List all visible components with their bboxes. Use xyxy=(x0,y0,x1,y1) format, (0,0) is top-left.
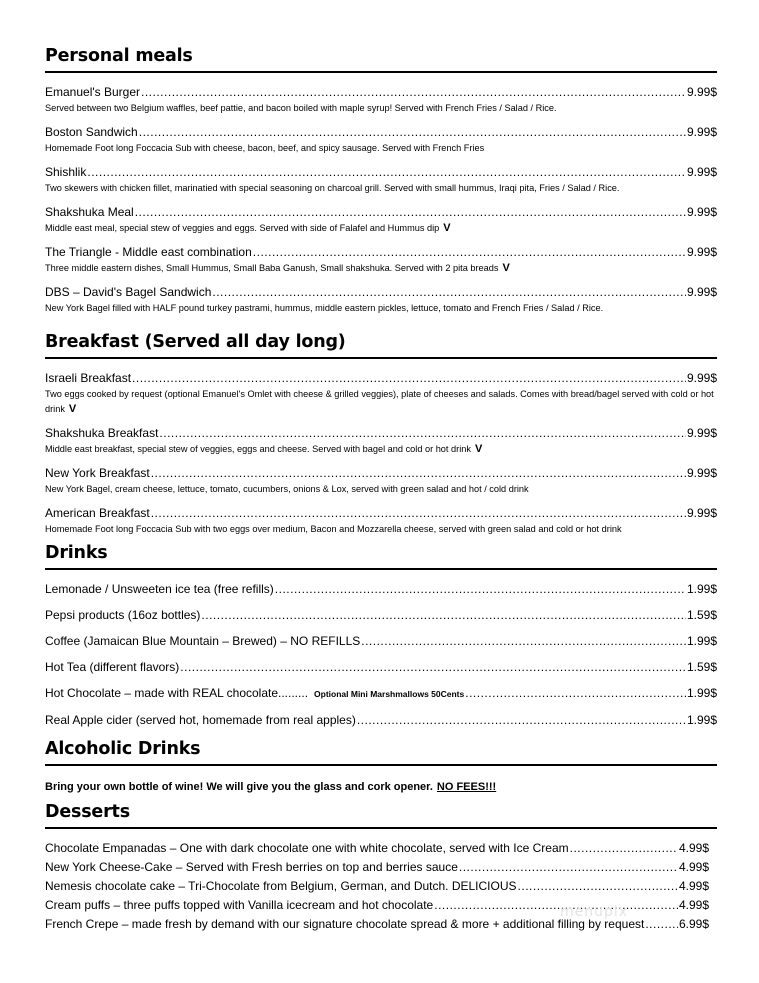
item-description xyxy=(45,221,717,236)
menu-item xyxy=(45,582,717,596)
menu-item xyxy=(45,466,717,497)
item-description xyxy=(45,181,717,196)
item-line xyxy=(45,285,717,299)
item-line xyxy=(45,686,717,701)
item-line xyxy=(45,634,717,648)
section-title: Alcoholic Drinks xyxy=(45,739,717,766)
item-price: 9.99$ xyxy=(686,245,717,259)
section-title: Personal meals xyxy=(45,46,717,73)
item-name: Lemonade / Unsweeten ice tea (free refills) xyxy=(45,582,274,596)
section-personal-meals xyxy=(45,46,717,316)
item-name: New York Breakfast xyxy=(45,466,150,480)
watermark-text: menupix xyxy=(560,904,629,920)
item-name: Nemesis chocolate cake – Tri-Chocolate from Belgium, German, and Dutch. DELICIOUS xyxy=(45,879,517,893)
section-alcoholic-drinks xyxy=(45,739,717,794)
menu-item xyxy=(45,165,717,196)
dot-leader xyxy=(459,860,678,874)
item-line xyxy=(45,713,717,727)
menu-item xyxy=(45,205,717,236)
item-name: Real Apple cider (served hot, homemade from real apples) xyxy=(45,713,356,727)
description-text: New York Bagel, cream cheese, lettuce, tomato, cucumbers, onions & Lox, served with green salad and hot / cold drink xyxy=(45,484,529,494)
item-name: Israeli Breakfast xyxy=(45,371,132,385)
item-description xyxy=(45,301,717,316)
item-price: 1.99$ xyxy=(686,686,717,700)
menu-item xyxy=(45,506,717,537)
menu-item xyxy=(45,660,717,674)
item-price: 1.59$ xyxy=(686,608,717,622)
dot-leader xyxy=(570,841,678,855)
drinks-items-list xyxy=(45,582,717,727)
item-price: 4.99$ xyxy=(678,879,709,893)
item-line xyxy=(45,841,709,855)
item-name: Shishlik xyxy=(45,165,87,179)
item-name: French Crepe – made fresh by demand with our signature chocolate spread & more + additional filling by request xyxy=(45,917,645,931)
item-price: 1.99$ xyxy=(686,713,717,727)
description-text: Homemade Foot long Foccacia Sub with two eggs over medium, Bacon and Mozzarella cheese, served with green salad and cold or hot drink xyxy=(45,524,622,534)
item-line xyxy=(45,466,717,480)
item-line xyxy=(45,608,717,622)
item-price: 9.99$ xyxy=(686,285,717,299)
dot-leader xyxy=(645,917,678,931)
item-name: Coffee (Jamaican Blue Mountain – Brewed) – NO REFILLS xyxy=(45,634,361,648)
item-name: Hot Chocolate – made with REAL chocolate......... xyxy=(45,686,309,700)
item-price: 4.99$ xyxy=(678,841,709,855)
item-description xyxy=(45,101,717,116)
menu-item xyxy=(45,85,717,116)
dot-leader xyxy=(159,426,686,440)
menu-item xyxy=(45,634,717,648)
section-breakfast xyxy=(45,332,717,537)
description-text: Two skewers with chicken fillet, marinatied with special seasoning on charcoal grill. Served with small hummus, Iraqi pita, Fries / Salad / Rice. xyxy=(45,183,620,193)
item-price: 9.99$ xyxy=(686,125,717,139)
item-line xyxy=(45,582,717,596)
item-price: 9.99$ xyxy=(686,466,717,480)
item-line xyxy=(45,860,709,874)
item-price: 4.99$ xyxy=(678,898,709,912)
menu-item xyxy=(45,879,709,893)
item-line xyxy=(45,506,717,520)
menu-item xyxy=(45,426,717,457)
item-name: New York Cheese-Cake – Served with Fresh berries on top and berries sauce xyxy=(45,860,458,874)
item-line xyxy=(45,205,717,219)
no-fees-text: NO FEES!!! xyxy=(436,781,497,793)
section-title: Drinks xyxy=(45,543,717,570)
vegetarian-mark: V xyxy=(474,443,483,455)
item-name: Boston Sandwich xyxy=(45,125,138,139)
dot-leader xyxy=(132,371,686,385)
dot-leader xyxy=(253,245,686,259)
dot-leader xyxy=(212,285,686,299)
description-text: Middle east meal, special stew of veggies and eggs. Served with side of Falafel and Hummus dip xyxy=(45,223,440,233)
item-line xyxy=(45,85,717,99)
dot-leader xyxy=(151,506,686,520)
item-line xyxy=(45,371,717,385)
item-price: 9.99$ xyxy=(686,205,717,219)
menu-item xyxy=(45,608,717,622)
item-price: 9.99$ xyxy=(686,506,717,520)
description-text: Three middle eastern dishes, Small Hummus, Small Baba Ganush, Small shakshuka. Served with 2 pita breads xyxy=(45,263,499,273)
item-price: 9.99$ xyxy=(686,165,717,179)
item-name: Shakshuka Breakfast xyxy=(45,426,159,440)
item-line xyxy=(45,426,717,440)
personal-items-list xyxy=(45,85,717,316)
item-line xyxy=(45,245,717,259)
item-note: Optional Mini Marshmallows 50Cents xyxy=(314,689,465,699)
item-line xyxy=(45,125,717,139)
vegetarian-mark: V xyxy=(443,222,451,234)
menu-item xyxy=(45,841,709,855)
dot-leader xyxy=(141,85,686,99)
item-name: Shakshuka Meal xyxy=(45,205,134,219)
item-price: 9.99$ xyxy=(686,426,717,440)
item-name: Chocolate Empanadas – One with dark chocolate one with white chocolate, served with Ice Cream xyxy=(45,841,569,855)
item-price: 9.99$ xyxy=(686,85,717,99)
section-drinks xyxy=(45,543,717,727)
menu-item xyxy=(45,686,717,701)
breakfast-items-list xyxy=(45,371,717,537)
menu-item xyxy=(45,125,717,156)
section-title: Desserts xyxy=(45,802,717,829)
item-description xyxy=(45,261,717,276)
item-line xyxy=(45,660,717,674)
item-name: Pepsi products (16oz bottles) xyxy=(45,608,201,622)
byob-notice xyxy=(45,780,717,794)
item-name: Emanuel's Burger xyxy=(45,85,141,99)
item-description xyxy=(45,522,717,537)
item-description xyxy=(45,442,717,457)
item-description xyxy=(45,141,717,156)
vegetarian-mark: V xyxy=(502,262,510,274)
dot-leader xyxy=(275,582,686,596)
item-price: 1.99$ xyxy=(686,634,717,648)
menu-item xyxy=(45,285,717,316)
item-name: Cream puffs – three puffs topped with Vanilla icecream and hot chocolate xyxy=(45,898,434,912)
item-price: 4.99$ xyxy=(678,860,709,874)
section-title: Breakfast (Served all day long) xyxy=(45,332,717,359)
item-name: The Triangle - Middle east combination xyxy=(45,245,252,259)
item-line xyxy=(45,879,709,893)
item-description xyxy=(45,482,717,497)
dot-leader xyxy=(180,660,686,674)
dot-leader xyxy=(139,125,686,139)
dot-leader xyxy=(201,608,686,622)
item-description xyxy=(45,387,717,417)
item-name: DBS – David's Bagel Sandwich xyxy=(45,285,212,299)
dot-leader xyxy=(361,634,686,648)
menu-item xyxy=(45,371,717,417)
dot-leader xyxy=(151,466,686,480)
item-name: Hot Tea (different flavors) xyxy=(45,660,180,674)
dot-leader xyxy=(518,879,678,893)
byob-text: Bring your own bottle of wine! We will give you the glass and cork opener. xyxy=(45,781,433,793)
item-name: American Breakfast xyxy=(45,506,150,520)
dot-leader xyxy=(135,205,686,219)
item-line xyxy=(45,165,717,179)
description-text: Served between two Belgium waffles, beef pattie, and bacon boiled with maple syrup! Served with French Fries / Salad / Rice. xyxy=(45,103,557,113)
item-price: 6.99$ xyxy=(678,917,709,931)
description-text: Two eggs cooked by request (optional Emanuel's Omlet with cheese & grilled veggies), plate of cheeses and salads. Comes with bread/bagel served with cold or hot drink xyxy=(45,389,714,414)
vegetarian-mark: V xyxy=(68,403,77,415)
item-price: 1.59$ xyxy=(686,660,717,674)
description-text: Homemade Foot long Foccacia Sub with cheese, bacon, beef, and spicy sausage. Served with French Fries xyxy=(45,143,485,153)
menu-item xyxy=(45,713,717,727)
description-text: New York Bagel filled with HALF pound turkey pastrami, hummus, middle eastern pickles, lettuce, tomato and French Fries / Salad / Rice. xyxy=(45,303,604,313)
dot-leader xyxy=(434,898,678,912)
item-price: 1.99$ xyxy=(686,582,717,596)
menu-item xyxy=(45,860,709,874)
description-text: Middle east breakfast, special stew of veggies, eggs and cheese. Served with bagel and cold or hot drink xyxy=(45,444,471,454)
dot-leader xyxy=(87,165,686,179)
dot-leader xyxy=(357,713,686,727)
dot-leader xyxy=(465,686,686,700)
menu-item xyxy=(45,245,717,276)
item-price: 9.99$ xyxy=(686,371,717,385)
